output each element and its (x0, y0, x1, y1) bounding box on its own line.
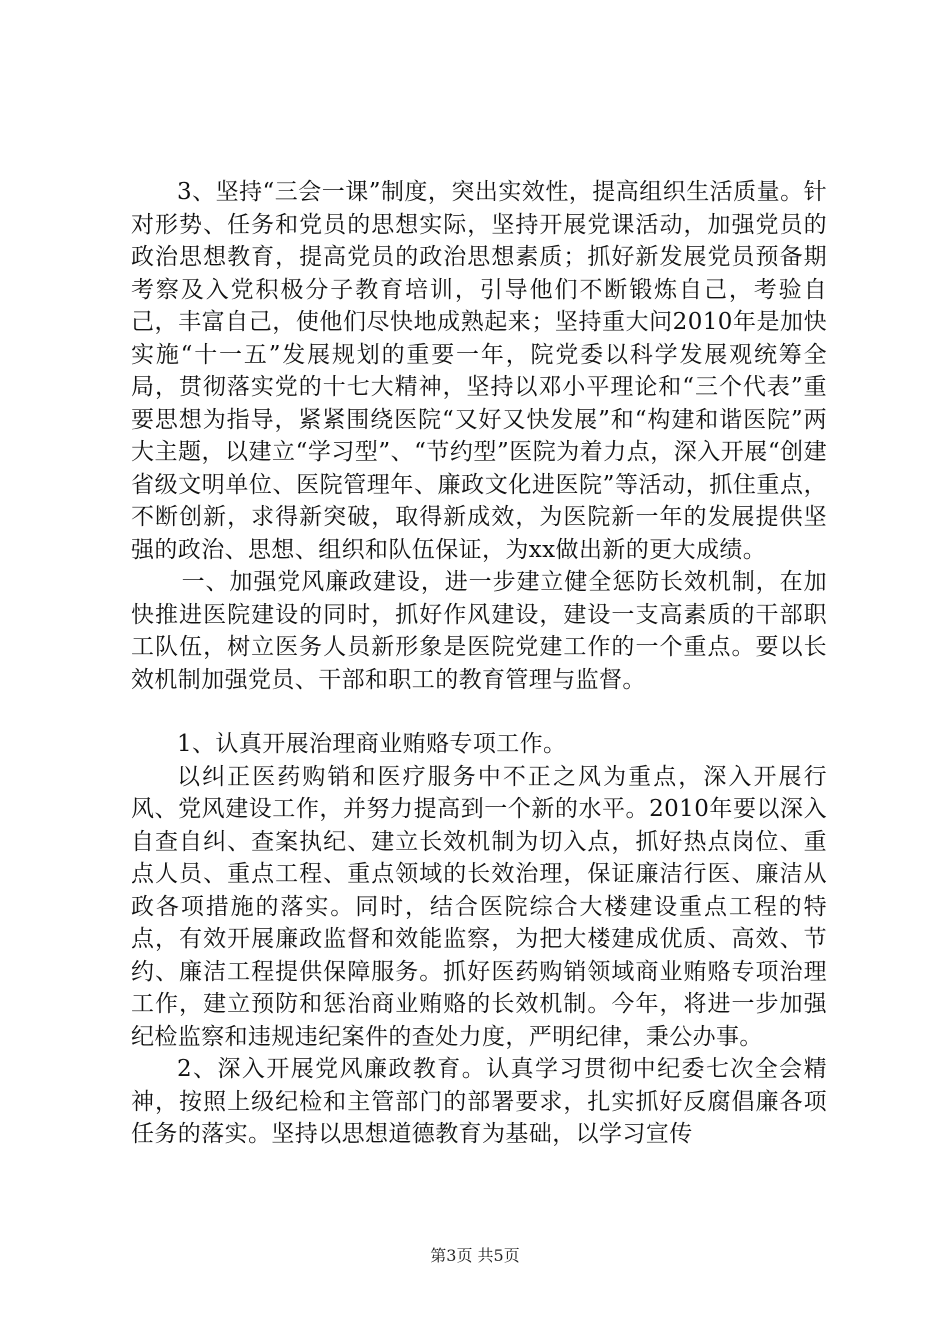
document-body (131, 176, 827, 1151)
paragraph-section-one-heading: 一、加强党风廉政建设，进一步建立健全惩防长效机制，在加快推进医院建设的同时，抓好作风建设，建设一支高素质的干部职工队伍，树立医务人员新形象是医院党建工作的一个重点。要以长效机制加强党员、干部和职工的教育管理与监督。 (131, 569, 827, 693)
paragraph-item-two: 2、深入开展党风廉政教育。认真学习贯彻中纪委七次全会精神，按照上级纪检和主管部门的部署要求，扎实抓好反腐倡廉各项任务的落实。坚持以思想道德教育为基础，以学习宣传 (131, 1056, 827, 1147)
paragraph-three-meetings: 3、坚持“三会一课”制度，突出实效性，提高组织生活质量。针对形势、任务和党员的思想实际，坚持开展党课活动，加强党员的政治思想教育，提高党员的政治思想素质；抓好新发展党员预备期考察及入党积极分子教育培训，引导他们不断锻炼自己，考验自己，丰富自己，使他们尽快地成熟起来；坚持重大问2010年是加快实施“十一五”发展规划的重要一年，院党委以科学发展观统筹全局，贯彻落实党的十七大精神，坚持以邓小平理论和“三个代表”重要思想为指导，紧紧围绕医院“又好又快发展”和“构建和谐医院”两大主题，以建立“学习型”、“节约型”医院为着力点，深入开展“创建省级文明单位、医院管理年、廉政文化进医院”等活动，抓住重点，不断创新，求得新突破，取得新成效，为医院新一年的发展提供坚强的政治、思想、组织和队伍保证，为xx做出新的更大成绩。 (131, 179, 827, 563)
page-footer (0, 1246, 950, 1266)
paragraph-item-one-body: 以纠正医药购销和医疗服务中不正之风为重点，深入开展行风、党风建设工作，并努力提高到一个新的水平。2010年要以深入自查自纠、查案执纪、建立长效机制为切入点，抓好热点岗位、重点人员、重点工程、重点领域的长效治理，保证廉洁行医、廉洁从政各项措施的落实。同时，结合医院综合大楼建设重点工程的特点，有效开展廉政监督和效能监察，为把大楼建成优质、高效、节约、廉洁工程提供保障服务。抓好医药购销领域商业贿赂专项治理工作，建立预防和惩治商业贿赂的长效机制。今年，将进一步加强纪检监察和违规违纪案件的查处力度，严明纪律，秉公办事。 (131, 763, 827, 1050)
paragraph-item-one-title: 1、认真开展治理商业贿赂专项工作。 (177, 731, 567, 757)
page-number: 第3页 共5页 (430, 1246, 520, 1265)
